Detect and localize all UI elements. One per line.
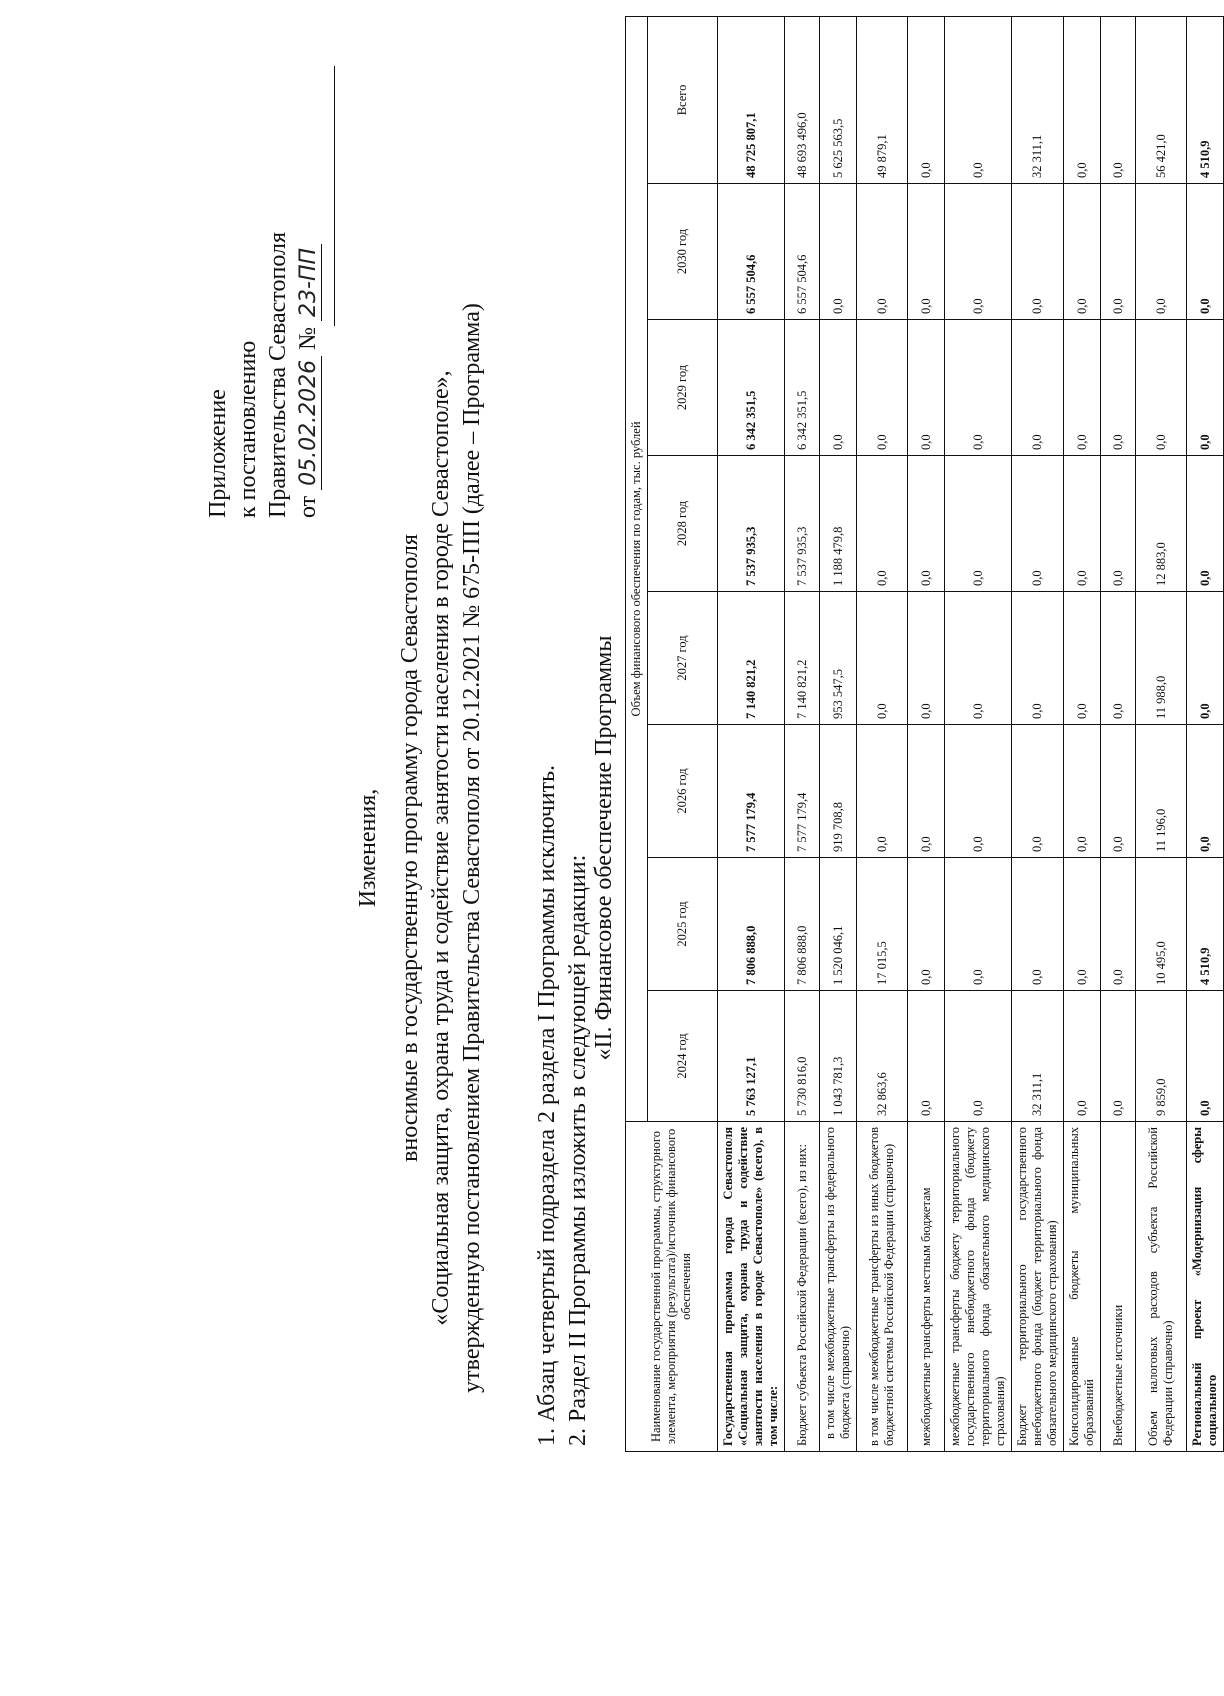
row-value: 0,0 (1187, 456, 1224, 592)
row-value: 0,0 (1101, 725, 1136, 858)
row-value: 0,0 (945, 991, 1012, 1122)
table-row (1101, 16, 1136, 1451)
row-value: 0,0 (1101, 991, 1136, 1122)
row-value: 0,0 (945, 858, 1012, 991)
row-value: 0,0 (945, 592, 1012, 725)
row-value: 0,0 (1187, 991, 1224, 1122)
header-group-cell: Объем финансового обеспечения по годам, тыс. рублей (626, 16, 648, 1121)
row-value: 5 763 127,1 (718, 991, 785, 1122)
row-value: 0,0 (1064, 725, 1101, 858)
change-item-2: 2. Раздел II Программы изложить в следующей редакции: (565, 854, 591, 1446)
row-value: 0,0 (945, 725, 1012, 858)
row-value: 1 043 781,3 (820, 991, 857, 1122)
row-value: 7 537 935,3 (785, 456, 820, 592)
row-value: 32 311,1 (1012, 991, 1064, 1122)
row-value: 0,0 (1012, 592, 1064, 725)
row-value: 12 883,0 (1136, 456, 1187, 592)
subtitle-line-2: «Социальная защита, охрана труда и содействие занятости населения в городе Севастополе», (428, 370, 454, 1326)
table-row (1064, 16, 1101, 1451)
row-value: 1 520 046,1 (820, 858, 857, 991)
header-year: 2026 год (648, 725, 718, 858)
table-row (908, 16, 945, 1451)
row-value: 0,0 (857, 184, 908, 320)
row-value: 0,0 (1064, 592, 1101, 725)
header-name-cell: Наименование государственной программы, структурного элемента, мероприятия (результата)/источник финансового обеспечения (626, 1122, 718, 1452)
row-value: 9 859,0 (1136, 991, 1187, 1122)
row-value: 1 188 479,8 (820, 456, 857, 592)
row-total: 0,0 (908, 16, 945, 183)
row-value: 11 196,0 (1136, 725, 1187, 858)
row-value: 0,0 (857, 725, 908, 858)
row-value: 0,0 (1064, 184, 1101, 320)
row-value: 32 863,6 (857, 991, 908, 1122)
row-total: 48 725 807,1 (718, 16, 785, 183)
appendix-to-resolution: к постановлению (235, 340, 261, 518)
row-name: в том числе межбюджетные трансферты из федерального бюджета (справочно) (820, 1122, 857, 1452)
row-value: 0,0 (1187, 184, 1224, 320)
row-value: 0,0 (945, 456, 1012, 592)
row-value: 0,0 (908, 592, 945, 725)
row-value: 0,0 (1101, 184, 1136, 320)
row-value: 0,0 (1101, 858, 1136, 991)
row-value: 0,0 (945, 320, 1012, 456)
document-subtitle (395, 0, 488, 1696)
row-value: 0,0 (1187, 725, 1224, 858)
date-prefix: от (295, 495, 321, 518)
row-total: 56 421,0 (1136, 16, 1187, 183)
row-total: 0,0 (945, 16, 1012, 183)
table-row (1012, 16, 1064, 1451)
row-name: Внебюджетные источники (1101, 1122, 1136, 1452)
row-value: 0,0 (1064, 320, 1101, 456)
table-row (1187, 16, 1224, 1451)
row-value: 7 537 935,3 (718, 456, 785, 592)
row-value: 0,0 (908, 184, 945, 320)
row-value: 4 510,9 (1187, 858, 1224, 991)
row-total: 32 311,1 (1012, 16, 1064, 183)
change-items (532, 765, 594, 1446)
subtitle-line-3: утвержденную постановлением Правительства Севастополя от 20.12.2021 № 675-ПП (далее – Программа) (459, 303, 485, 1393)
row-value: 0,0 (1064, 456, 1101, 592)
appendix-label: Приложение (205, 389, 231, 518)
table-row (785, 16, 820, 1451)
row-value: 919 708,8 (820, 725, 857, 858)
row-value: 7 140 821,2 (718, 592, 785, 725)
row-value: 10 495,0 (1136, 858, 1187, 991)
header-year: 2025 год (648, 858, 718, 991)
row-value: 0,0 (1064, 991, 1101, 1122)
row-total: 5 625 563,5 (820, 16, 857, 183)
row-value: 0,0 (1101, 320, 1136, 456)
row-name: Объем налоговых расходов субъекта Российской Федерации (справочно) (1136, 1122, 1187, 1452)
title-word: Изменения, (355, 788, 381, 908)
row-value: 953 547,5 (820, 592, 857, 725)
row-value: 0,0 (857, 320, 908, 456)
row-name: в том числе межбюджетные трансферты из иных бюджетов бюджетной системы Российской Федерации (справочно) (857, 1122, 908, 1452)
header-year: 2024 год (648, 991, 718, 1122)
header-year: 2028 год (648, 456, 718, 592)
row-value: 7 140 821,2 (785, 592, 820, 725)
table-row (718, 16, 785, 1451)
row-total: 0,0 (1101, 16, 1136, 183)
row-value: 0,0 (908, 725, 945, 858)
row-value: 0,0 (1012, 725, 1064, 858)
row-name: Региональный проект «Модернизация сферы социального (1187, 1122, 1224, 1452)
row-total: 48 693 496,0 (785, 16, 820, 183)
row-value: 0,0 (1012, 320, 1064, 456)
table-row (820, 16, 857, 1451)
row-value: 0,0 (908, 456, 945, 592)
row-name: межбюджетные трансферты бюджету территориального государственного внебюджетного фонда (бюджету территориального фонда обязательного медицинского страхования) (945, 1122, 1012, 1452)
row-value: 0,0 (908, 858, 945, 991)
row-value: 7 577 179,4 (718, 725, 785, 858)
handwritten-date: 05.02.2026 (296, 356, 322, 490)
row-value: 7 806 888,0 (718, 858, 785, 991)
row-value: 0,0 (908, 991, 945, 1122)
appendix-government: Правительства Севастополя (265, 231, 291, 518)
row-value: 0,0 (1012, 184, 1064, 320)
handwritten-number: 23-ПП (296, 244, 322, 321)
appendix-block (203, 232, 324, 518)
appendix-date-line (293, 232, 324, 518)
financing-table (625, 16, 1224, 1452)
row-value: 6 342 351,5 (718, 320, 785, 456)
row-value: 7 577 179,4 (785, 725, 820, 858)
change-item-1: 1. Абзац четвертый подраздела 2 раздела I Программы исключить. (534, 764, 560, 1446)
row-name: Консолидированные бюджеты муниципальных образований (1064, 1122, 1101, 1452)
row-value: 6 557 504,6 (718, 184, 785, 320)
row-total: 0,0 (1064, 16, 1101, 183)
row-name: межбюджетные трансферты местным бюджетам (908, 1122, 945, 1452)
header-total: Всего (648, 16, 718, 183)
row-value: 0,0 (945, 184, 1012, 320)
row-value: 0,0 (1136, 184, 1187, 320)
table-row (945, 16, 1012, 1451)
row-value: 0,0 (857, 456, 908, 592)
row-name: Бюджет субъекта Российской Федерации (всего), из них: (785, 1122, 820, 1452)
row-value: 5 730 816,0 (785, 991, 820, 1122)
row-value: 0,0 (908, 320, 945, 456)
document-title (353, 0, 384, 1696)
row-value: 0,0 (1187, 592, 1224, 725)
table-row (857, 16, 908, 1451)
row-value: 0,0 (1101, 592, 1136, 725)
row-value: 0,0 (1187, 320, 1224, 456)
header-year: 2027 год (648, 592, 718, 725)
row-value: 0,0 (1064, 858, 1101, 991)
header-year: 2030 год (648, 184, 718, 320)
row-value: 0,0 (1012, 858, 1064, 991)
row-value: 7 806 888,0 (785, 858, 820, 991)
row-name: Государственная программа города Севастополя «Социальная защита, охрана труда и содействие занятости населения в городе Севастополе» (всего), в том числе: (718, 1122, 785, 1452)
header-year: 2029 год (648, 320, 718, 456)
table-row (1136, 16, 1187, 1451)
row-value: 0,0 (820, 320, 857, 456)
row-value: 17 015,5 (857, 858, 908, 991)
row-total: 49 879,1 (857, 16, 908, 183)
row-name: Бюджет территориального государственного внебюджетного фонда (бюджет территориального фонда обязательного медицинского страхования) (1012, 1122, 1064, 1452)
row-value: 0,0 (1101, 456, 1136, 592)
subtitle-line-1: вносимые в государственную программу города Севастополя (397, 534, 423, 1162)
row-total: 4 510,9 (1187, 16, 1224, 183)
signature-underline (334, 66, 335, 326)
row-value: 6 342 351,5 (785, 320, 820, 456)
row-value: 0,0 (1012, 456, 1064, 592)
row-value: 0,0 (857, 592, 908, 725)
row-value: 11 988,0 (1136, 592, 1187, 725)
row-value: 0,0 (1136, 320, 1187, 456)
row-value: 0,0 (820, 184, 857, 320)
number-sign: № (295, 326, 321, 350)
section-title: «II. Финансовое обеспечение Программы (591, 635, 617, 1061)
row-value: 6 557 504,6 (785, 184, 820, 320)
